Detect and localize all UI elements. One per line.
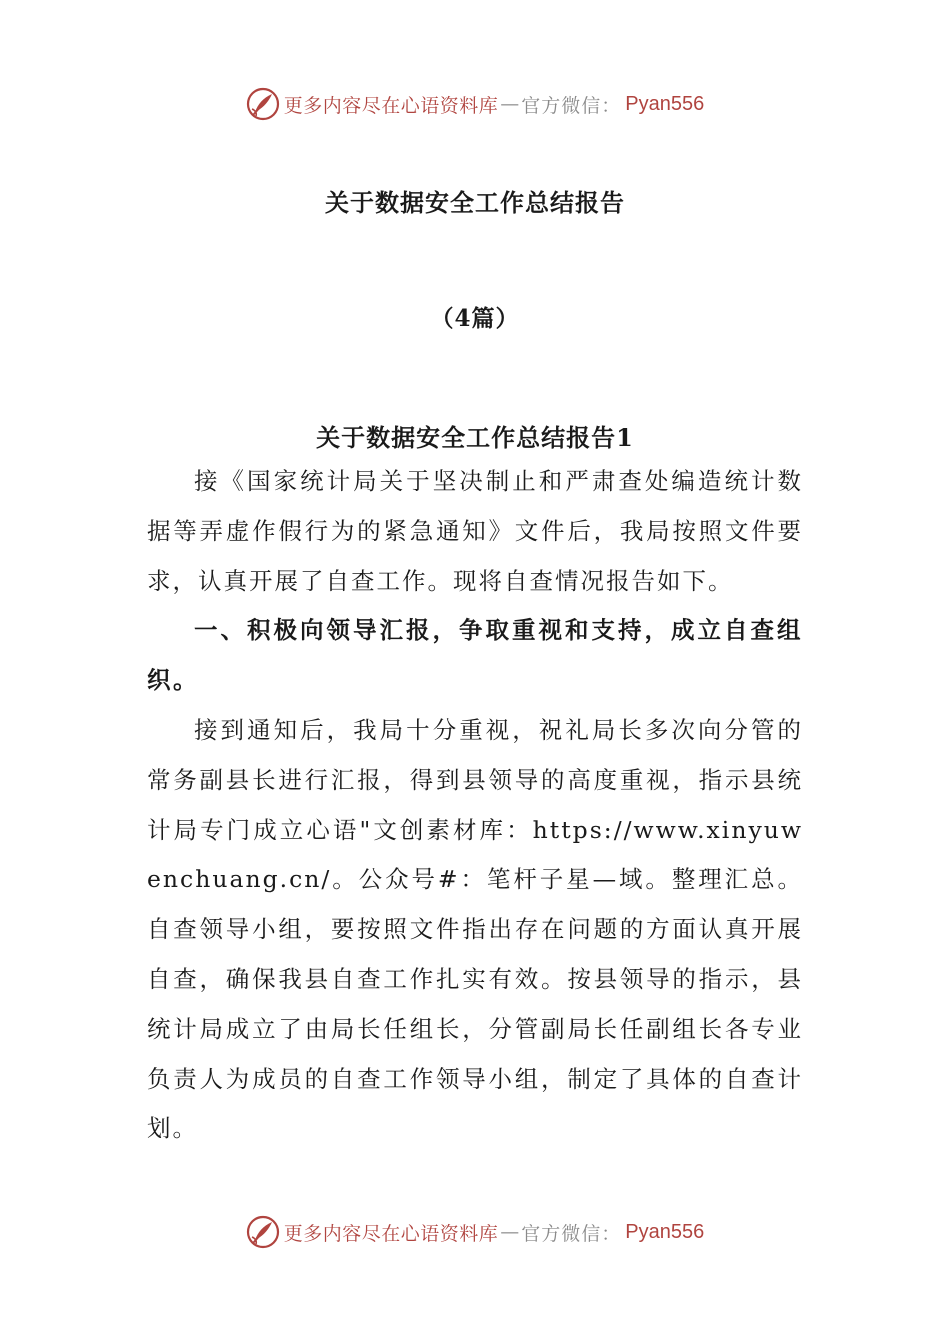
- body-paragraph: 接《国家统计局关于坚决制止和严肃查处编造统计数据等弄虚作假行为的紧急通知》文件后，我局按照文件要求，认真开展了自查工作。现将自查情况报告如下。: [147, 467, 803, 595]
- document-body: [147, 457, 803, 1154]
- watermark-dash: —: [500, 93, 520, 115]
- watermark-dash: —: [500, 1221, 520, 1243]
- footer-watermark: [0, 1212, 950, 1252]
- watermark-text: 更多内容尽在心语资料库: [283, 94, 499, 117]
- section-heading: 一、积极向领导汇报，争取重视和支持，成立自查组织。: [147, 616, 803, 695]
- document-title: 关于数据安全工作总结报告: [325, 188, 625, 217]
- feather-pen-logo-icon: [246, 1215, 280, 1249]
- article-count: （4篇）: [430, 305, 520, 332]
- watermark-wechat-id: Pyan556: [625, 92, 705, 115]
- watermark-wechat-id: Pyan556: [625, 1220, 705, 1243]
- header-watermark: [0, 84, 950, 124]
- body-paragraph: 接到通知后，我局十分重视，祝礼局长多次向分管的常务副县长进行汇报，得到县领导的高度重视，指示县统计局专门成立心语"文创素材库：https://www.xinyuwenchuang.cn/。公众号#：笔杆子星—域。整理汇总。自查领导小组，要按照文件指出存在问题的方面认真开展自查，确保我县自查工作扎实有效。按县领导的指示，县统计局成立了由局长任组长，分管副局长任副组长各专业负责人为成员的自查工作领导小组，制定了具体的自查计划。: [147, 715, 803, 1143]
- watermark-label: 官方微信：: [521, 1222, 622, 1245]
- watermark-label: 官方微信：: [521, 94, 622, 117]
- watermark-text: 更多内容尽在心语资料库: [283, 1222, 499, 1245]
- section-title: 关于数据安全工作总结报告1: [316, 423, 634, 452]
- feather-pen-logo-icon: [246, 87, 280, 121]
